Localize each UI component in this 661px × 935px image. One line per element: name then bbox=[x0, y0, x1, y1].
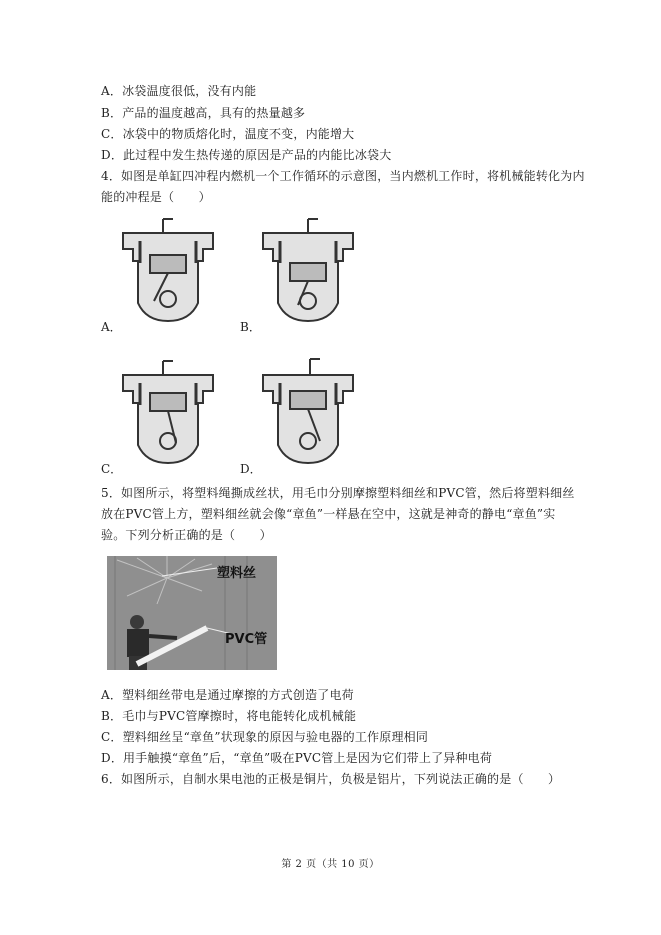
q5-stem-line2: 放在PVC管上方，塑料细丝就会像“章鱼”一样悬在空中，这就是神奇的静电“章鱼”实 bbox=[101, 507, 556, 521]
photo-label-plastic-strands: 塑料丝 bbox=[217, 566, 257, 581]
q4-stem-line2: 能的冲程是（ ） bbox=[101, 190, 211, 204]
engine-label-a: A． bbox=[101, 320, 122, 334]
q4-stem-line1: 4．如图是单缸四冲程内燃机一个工作循环的示意图，当内燃机工作时，将机械能转化为内 bbox=[101, 169, 585, 183]
q3-option-a: A．冰袋温度很低，没有内能 bbox=[101, 84, 257, 98]
q5-stem-line1: 5．如图所示，将塑料绳撕成丝状，用毛巾分别摩擦塑料细丝和PVC管，然后将塑料细丝 bbox=[101, 486, 575, 500]
q5-option-b: B．毛巾与PVC管摩擦时，将电能转化成机械能 bbox=[101, 709, 357, 723]
q5-option-d: D．用手触摸“章鱼”后，“章鱼”吸在PVC管上是因为它们带上了异种电荷 bbox=[101, 751, 493, 765]
q5-option-a: A．塑料细丝带电是通过摩擦的方式创造了电荷 bbox=[101, 688, 354, 702]
engine-label-b: B． bbox=[240, 320, 261, 334]
q5-option-c: C．塑料细丝呈“章鱼”状现象的原因与验电器的工作原理相同 bbox=[101, 730, 429, 744]
page-footer: 第 2 页（共 10 页） bbox=[281, 859, 380, 870]
q3-option-c: C．冰袋中的物质熔化时，温度不变，内能增大 bbox=[101, 127, 355, 141]
q3-option-b: B．产品的温度越高，具有的热量越多 bbox=[101, 106, 306, 120]
engine-diagram-c bbox=[118, 355, 218, 467]
engine-label-c: C． bbox=[101, 462, 123, 476]
engine-diagram-d bbox=[258, 355, 358, 467]
q3-option-d: D．此过程中发生热传递的原因是产品的内能比冰袋大 bbox=[101, 148, 392, 162]
static-octopus-photo bbox=[107, 556, 277, 670]
photo-label-pvc-pipe: PVC管 bbox=[225, 632, 268, 647]
q5-stem-line3: 验。下列分析正确的是（ ） bbox=[101, 528, 272, 542]
engine-diagram-a bbox=[118, 213, 218, 325]
engine-diagram-b bbox=[258, 213, 358, 325]
engine-label-d: D． bbox=[240, 462, 262, 476]
q6-stem: 6．如图所示，自制水果电池的正极是铜片，负极是铝片，下列说法正确的是（ ） bbox=[101, 772, 561, 786]
